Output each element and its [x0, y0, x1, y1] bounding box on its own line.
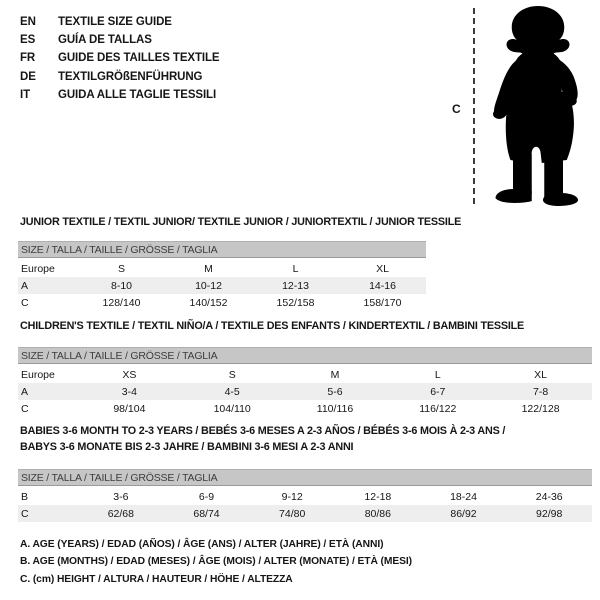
value-cell: S [228, 368, 236, 381]
babies-title-line-2: BABYS 3-6 MONATE BIS 2-3 JAHRE / BAMBINI 3-6 MESI A 2-3 ANNI [20, 440, 354, 453]
value-cell: 6-7 [430, 385, 446, 398]
value-cell: 86/92 [450, 507, 477, 520]
value-cell: XL [534, 368, 547, 381]
height-measure-figure [445, 0, 600, 215]
value-cell: 128/140 [102, 296, 141, 309]
value-cell: M [204, 262, 213, 275]
legend-text: TEXTILE SIZE GUIDE [58, 16, 172, 29]
row-label-cell: B [21, 490, 29, 503]
value-cell: 104/110 [213, 402, 251, 415]
row-label-cell: C [21, 507, 29, 520]
value-cell: M [330, 368, 340, 381]
footnote-b: B. AGE (MONTHS) / EDAD (MESES) / ÂGE (MOIS) / ALTER (MONATE) / ETÀ (MESI) [20, 556, 412, 568]
value-cell: 68/74 [193, 507, 220, 520]
children-table-title: CHILDREN'S TEXTILE / TEXTIL NIÑO/A / TEXTILE DES ENFANTS / KINDERTEXTIL / BAMBINI TESSILE [20, 320, 525, 332]
size-header-bar: SIZE / TALLA / TAILLE / GRÖSSE / TAGLIA [18, 241, 426, 258]
language-code: ES [20, 34, 36, 47]
value-cell: XL [376, 262, 389, 275]
value-cell: 4-5 [224, 385, 240, 398]
legend-row-it [20, 86, 220, 104]
language-code: IT [20, 88, 31, 101]
height-c-label: C [452, 102, 461, 116]
value-cell: 140/152 [189, 296, 228, 309]
junior-table-rows [18, 260, 426, 311]
table-row [18, 260, 426, 277]
table-row [18, 294, 426, 311]
junior-size-table [18, 241, 426, 311]
value-cell: 152/158 [276, 296, 315, 309]
legend-text: GUIDA ALLE TAGLIE TESSILI [58, 88, 217, 101]
footnotes [20, 536, 412, 588]
babies-table-title [20, 424, 505, 455]
legend-text: TEXTILGRÖßENFÜHRUNG [58, 70, 203, 83]
value-cell: L [292, 262, 299, 275]
language-code: FR [20, 52, 36, 65]
value-cell: 110/116 [316, 402, 354, 415]
legend-row-fr [20, 49, 220, 67]
value-cell: 8-10 [110, 279, 132, 292]
language-code: EN [20, 16, 36, 29]
value-cell: 12-18 [364, 490, 392, 503]
value-cell: 158/170 [363, 296, 402, 309]
value-cell: 18-24 [450, 490, 477, 503]
table-row [18, 400, 592, 417]
footnote-a: A. AGE (YEARS) / EDAD (AÑOS) / ÂGE (ANS) / ALTER (JAHRE) / ETÀ (ANNI) [20, 539, 384, 550]
row-label-cell: C [21, 296, 29, 309]
legend-row-de [20, 68, 220, 86]
value-cell: 74/80 [279, 507, 306, 520]
babies-table-rows [18, 488, 592, 522]
value-cell: 5-6 [327, 385, 343, 398]
babies-title-line-1: BABIES 3-6 MONTH TO 2-3 YEARS / BEBÉS 3-6 MESES A 2-3 AÑOS / BÉBÉS 3-6 MOIS À 2-3 ANS / [20, 425, 506, 437]
language-code: DE [20, 70, 36, 83]
children-table-rows [18, 366, 592, 417]
value-cell: 9-12 [281, 490, 303, 503]
row-label-cell: A [21, 385, 29, 398]
size-header-bar: SIZE / TALLA / TAILLE / GRÖSSE / TAGLIA [18, 469, 592, 486]
footnote-c: C. (cm) HEIGHT / ALTURA / HAUTEUR / HÖHE / ALTEZZA [20, 573, 293, 585]
value-cell: XS [122, 368, 137, 381]
value-cell: 92/98 [536, 507, 563, 520]
table-row [18, 366, 592, 383]
row-label-cell: C [21, 402, 29, 415]
junior-table-title: JUNIOR TEXTILE / TEXTIL JUNIOR/ TEXTILE JUNIOR / JUNIORTEXTIL / JUNIOR TESSILE [20, 216, 462, 228]
value-cell: 116/122 [419, 402, 457, 415]
table-row [18, 383, 592, 400]
table-row [18, 488, 592, 505]
height-dashed-line [473, 8, 475, 204]
row-label-cell: Europe [21, 262, 55, 275]
value-cell: 14-16 [369, 279, 396, 292]
legend-row-es [20, 31, 220, 49]
value-cell: 122/128 [521, 402, 560, 415]
table-row [18, 277, 426, 294]
legend-text: GUIDE DES TAILLES TEXTILE [58, 52, 220, 65]
baby-silhouette-icon [488, 2, 588, 208]
value-cell: 98/104 [113, 402, 146, 415]
value-cell: 62/68 [107, 507, 134, 520]
value-cell: 3-6 [113, 490, 129, 503]
row-label-cell: A [21, 279, 29, 292]
babies-size-table [18, 469, 592, 522]
value-cell: S [117, 262, 125, 275]
table-row [18, 505, 592, 522]
size-header-bar: SIZE / TALLA / TAILLE / GRÖSSE / TAGLIA [18, 347, 592, 364]
language-legend [20, 13, 220, 104]
value-cell: 10-12 [195, 279, 222, 292]
children-size-table [18, 347, 592, 417]
value-cell: 7-8 [532, 385, 549, 398]
legend-text: GUÍA DE TALLAS [58, 34, 152, 47]
value-cell: 12-13 [282, 279, 309, 292]
value-cell: 3-4 [121, 385, 137, 398]
value-cell: L [434, 368, 441, 381]
value-cell: 6-9 [198, 490, 215, 503]
legend-row-en [20, 13, 220, 31]
value-cell: 80/86 [364, 507, 391, 520]
value-cell: 24-36 [535, 490, 563, 503]
row-label-cell: Europe [21, 368, 55, 381]
